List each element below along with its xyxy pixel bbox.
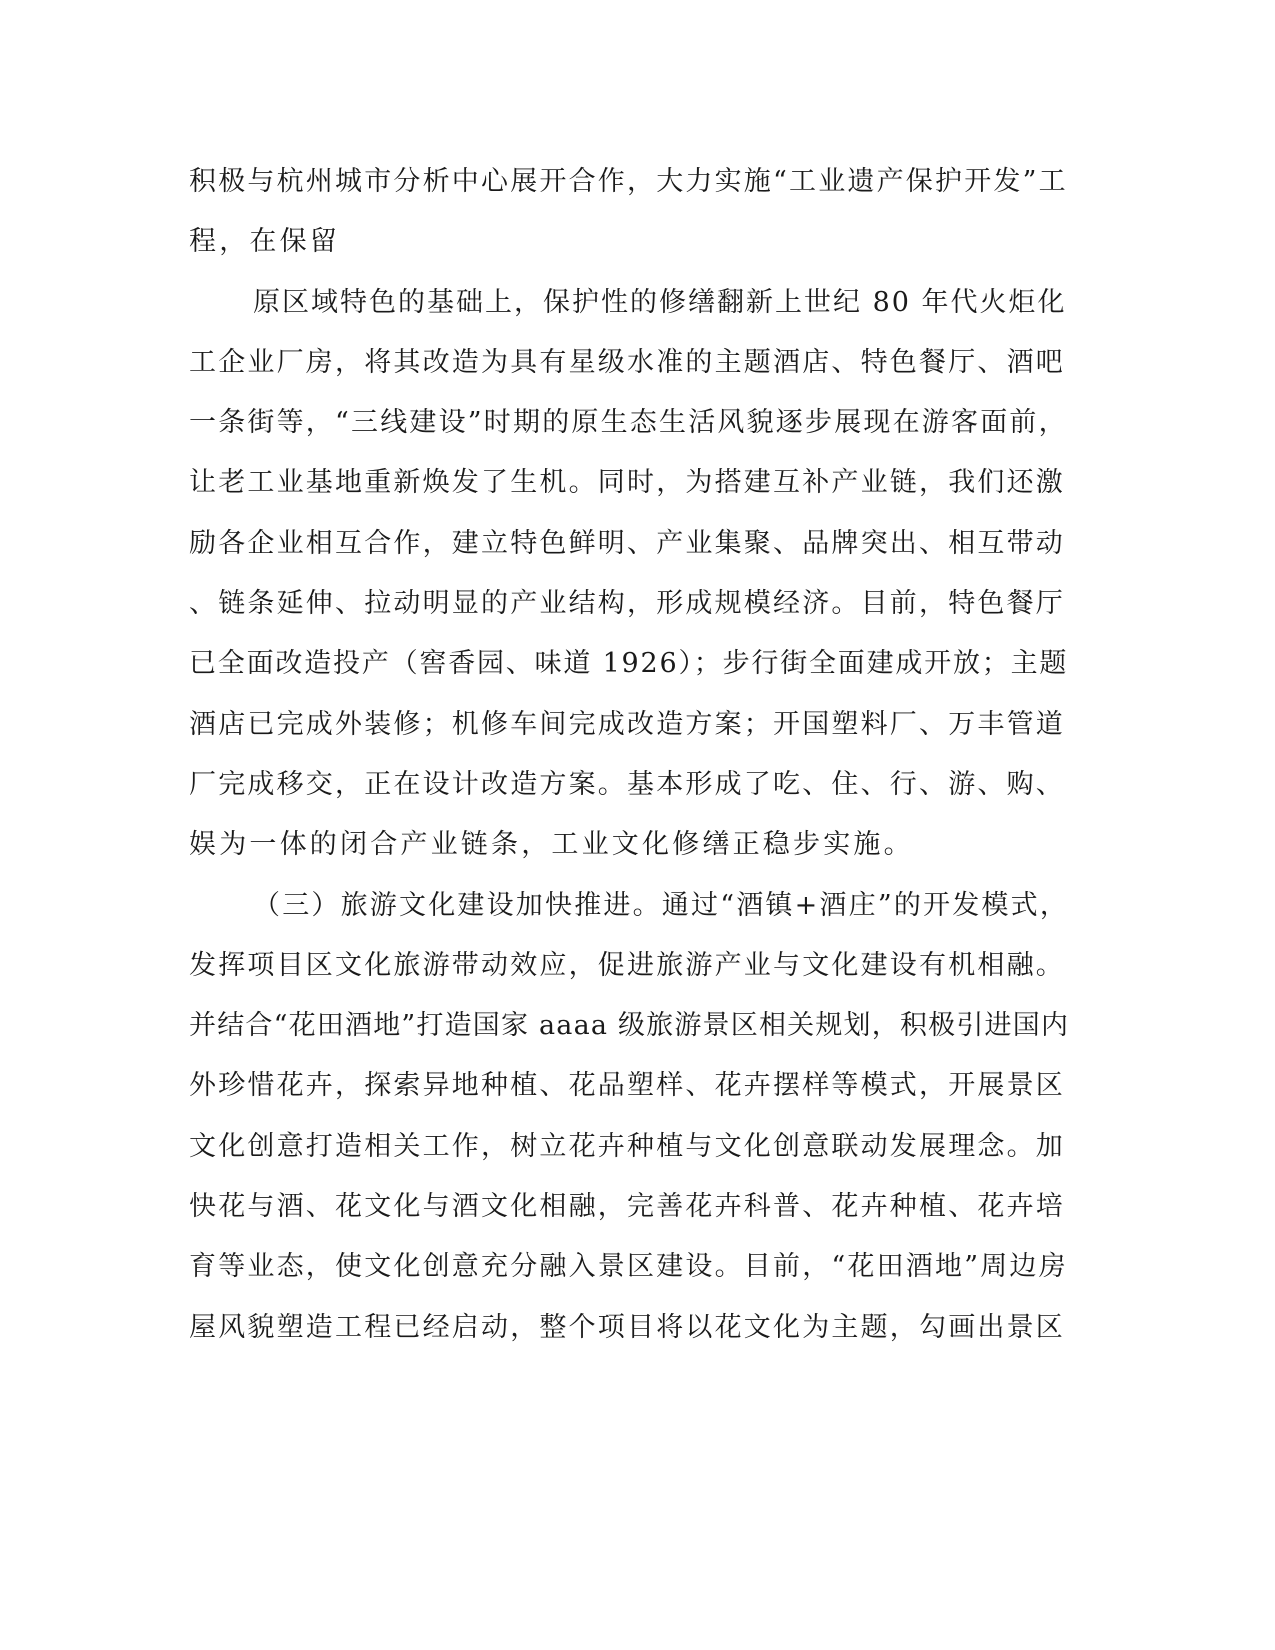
text-line: 程，在保留 [189, 226, 340, 258]
text-line: （三）旅游文化建设加快推进。通过“酒镇+酒庄”的开发模式， [253, 889, 1070, 921]
text-line: 积极与杭州城市分析中心展开合作，大力实施“工业遗产保护开发”工 [189, 166, 1068, 197]
text-line: 工企业厂房，将其改造为具有星级水准的主题酒店、特色餐厅、酒吧 [189, 346, 1065, 378]
text-line: 、链条延伸、拉动明显的产业结构，形成规模经济。目前，特色餐厅 [189, 588, 1065, 620]
text-line: 快花与酒、花文化与酒文化相融，完善花卉科普、花卉种植、花卉培 [189, 1191, 1065, 1223]
text-line: 育等业态，使文化创意充分融入景区建设。目前，“花田酒地”周边房 [189, 1251, 1068, 1283]
text-line: 文化创意打造相关工作，树立花卉种植与文化创意联动发展理念。加 [189, 1130, 1065, 1162]
text-line: 原区域特色的基础上，保护性的修缮翻新上世纪 80 年代火炬化 [253, 286, 1067, 318]
text-line: 让老工业基地重新焕发了生机。同时，为搭建互补产业链，我们还激 [189, 467, 1065, 499]
text-line: 发挥项目区文化旅游带动效应，促进旅游产业与文化建设有机相融。 [189, 949, 1065, 981]
text-line: 屋风貌塑造工程已经启动，整个项目将以花文化为主题，勾画出景区 [189, 1311, 1065, 1343]
body-text [189, 152, 1069, 1358]
text-line: 已全面改造投产（窖香园、味道 1926）；步行街全面建成开放；主题 [189, 648, 1069, 680]
text-line: 励各企业相互合作，建立特色鲜明、产业集聚、品牌突出、相互带动 [189, 527, 1065, 559]
text-line: 并结合“花田酒地”打造国家 aaaa 级旅游景区相关规划，积极引进国内 [189, 1010, 1070, 1042]
text-line: 一条街等，“三线建设”时期的原生态生活风貌逐步展现在游客面前， [189, 407, 1068, 439]
text-line: 外珍惜花卉，探索异地种植、花品塑样、花卉摆样等模式，开展景区 [189, 1070, 1065, 1102]
text-line: 酒店已完成外装修；机修车间完成改造方案；开国塑料厂、万丰管道 [189, 708, 1065, 740]
text-line: 娱为一体的闭合产业链条，工业文化修缮正稳步实施。 [189, 829, 914, 861]
text-line: 厂完成移交，正在设计改造方案。基本形成了吃、住、行、游、购、 [189, 768, 1065, 800]
